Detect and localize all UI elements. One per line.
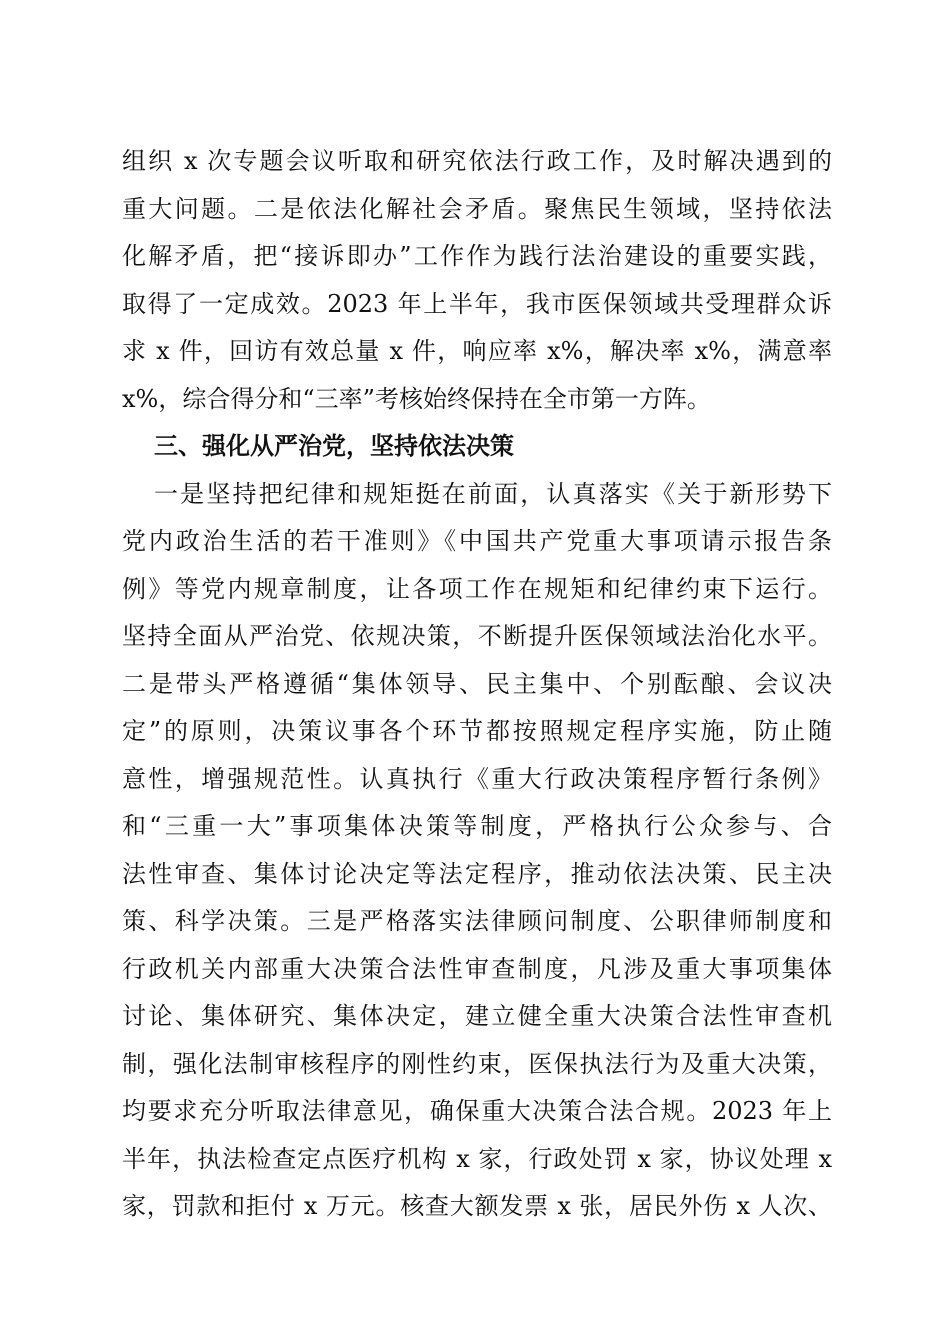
body-line: 讨论、集体研究、集体决定，建立健全重大决策合法性审查机 [122, 1002, 832, 1030]
body-line: x%，综合得分和“三率”考核始终保持在全市第一方阵。 [122, 384, 711, 413]
paragraph-first-line: 一是坚持把纪律和规矩挺在前面，认真落实《关于新形势下 [154, 479, 832, 508]
section-heading: 三、强化从严治党，坚持依法决策 [154, 432, 514, 460]
body-line: 化解矛盾，把“接诉即办”工作作为践行法治建设的重要实践， [122, 242, 832, 270]
body-line: 半年，执法检查定点医疗机构 x 家，行政处罚 x 家，协议处理 x [122, 1144, 832, 1173]
body-line: 家，罚款和拒付 x 万元。核查大额发票 x 张，居民外伤 x 人次、 [122, 1192, 832, 1220]
body-line: 均要求充分听取法律意见，确保重大决策合法合规。2023 年上 [122, 1097, 832, 1125]
body-line: 策、科学决策。三是严格落实法律顾问制度、公职律师制度和 [122, 907, 832, 935]
body-line: 定”的原则，决策议事各个环节都按照规定程序实施，防止随 [122, 717, 832, 745]
body-line: 坚持全面从严治党、依规决策，不断提升医保领域法治化水平。 [122, 622, 832, 650]
body-line: 取得了一定成效。2023 年上半年，我市医保领域共受理群众诉 [122, 289, 832, 318]
body-line: 重大问题。二是依法化解社会矛盾。聚焦民生领域，坚持依法 [122, 194, 832, 223]
body-line: 求 x 件，回访有效总量 x 件，响应率 x%，解决率 x%，满意率 [122, 337, 832, 365]
body-line: 二是带头严格遵循“集体领导、民主集中、个别酝酿、会议决 [122, 669, 832, 698]
body-line: 制，强化法制审核程序的刚性约束，医保执法行为及重大决策， [122, 1049, 832, 1078]
body-line: 意性，增强规范性。认真执行《重大行政决策程序暂行条例》 [122, 764, 832, 793]
body-line: 行政机关内部重大决策合法性审查制度，凡涉及重大事项集体 [122, 954, 832, 983]
body-line: 组织 x 次专题会议听取和研究依法行政工作，及时解决遇到的 [122, 147, 832, 175]
body-line: 和“三重一大”事项集体决策等制度，严格执行公众参与、合 [122, 812, 832, 840]
body-line: 法性审查、集体讨论决定等法定程序，推动依法决策、民主决 [122, 859, 832, 888]
document-body [122, 138, 832, 1231]
body-line: 例》等党内规章制度，让各项工作在规矩和纪律约束下运行。 [122, 574, 832, 603]
body-line: 党内政治生活的若干准则》《中国共产党重大事项请示报告条 [122, 527, 832, 555]
